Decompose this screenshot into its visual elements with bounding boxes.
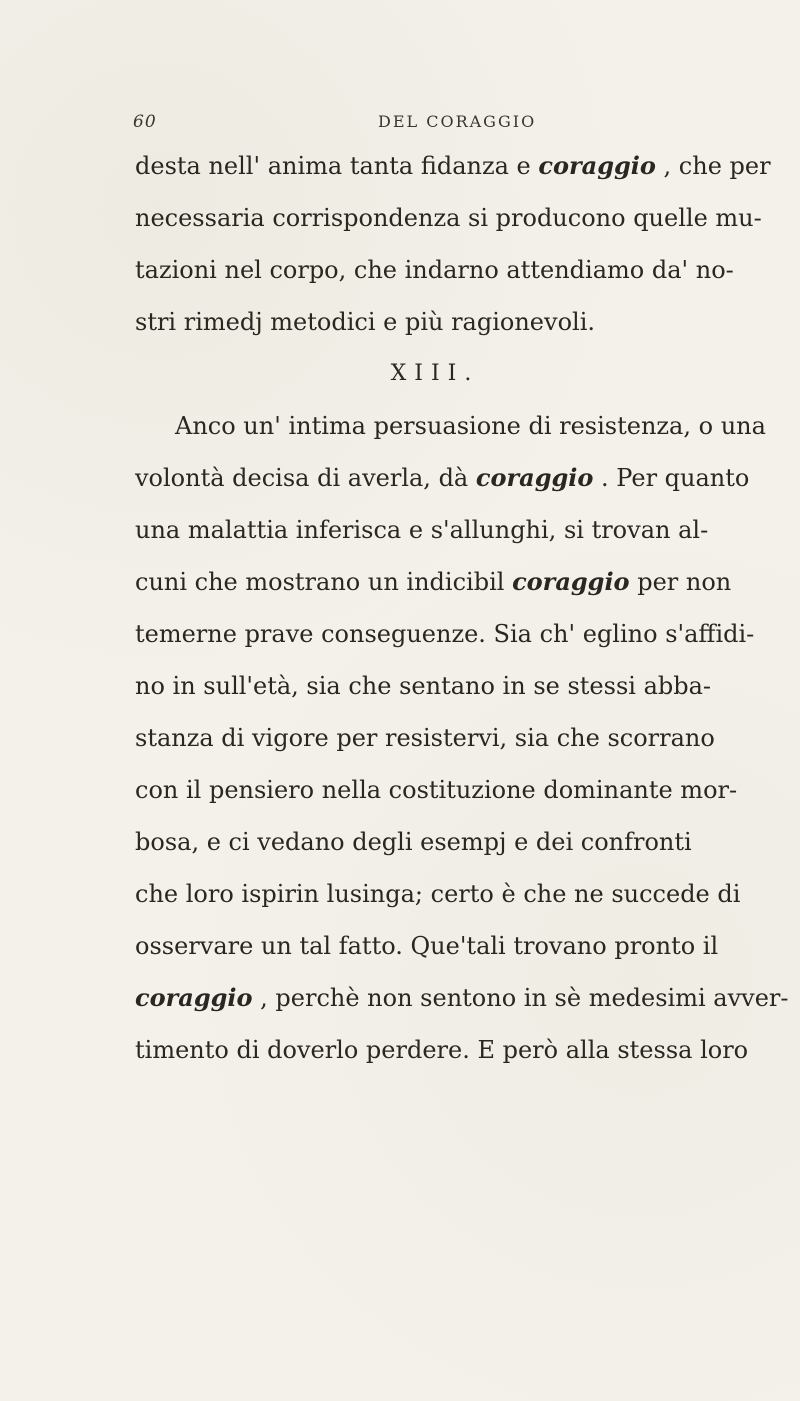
emphasis-word: coraggio <box>135 983 253 1012</box>
text-segment: cuni che mostrano un indicibil <box>135 568 513 596</box>
text-line: che loro ispirin lusinga; certo è che ne succede di <box>135 880 741 908</box>
text-line: stri rimedj metodici e più ragionevoli. <box>135 308 595 336</box>
section-heading: XIII. <box>390 361 480 386</box>
text-line: no in sull'età, sia che sentano in se stessi abba- <box>135 672 712 700</box>
text-line: timento di doverlo perdere. E però alla stessa loro <box>135 1036 749 1064</box>
text-line <box>135 140 771 192</box>
text-segment: volontà decisa di averla, dà <box>135 464 476 492</box>
text-line: necessaria corrispondenza si producono quelle mu- <box>135 204 762 232</box>
main-text <box>135 140 789 1076</box>
text-line: tazioni nel corpo, che indarno attendiamo da' no- <box>135 256 734 284</box>
text-segment: . Per quanto <box>601 464 750 492</box>
emphasis-word: coraggio <box>538 151 656 180</box>
text-line: una malattia inferisca e s'allunghi, si trovan al- <box>135 516 709 544</box>
text-line: temerne prave conseguenze. Sia ch' eglino s'affidi- <box>135 620 755 648</box>
text-line: stanza di vigore per resistervi, sia che scorrano <box>135 724 715 752</box>
text-line <box>135 452 750 504</box>
page-number: 60 <box>133 112 157 132</box>
text-line: osservare un tal fatto. Que'tali trovano pronto il <box>135 932 719 960</box>
text-segment: desta nell' anima tanta fidanza e <box>135 152 539 180</box>
text-line <box>135 972 789 1024</box>
text-segment: per non <box>637 568 732 596</box>
text-segment: , perchè non sentono in sè medesimi avver- <box>260 984 789 1012</box>
text-line: con il pensiero nella costituzione dominante mor- <box>135 776 738 804</box>
running-title: DEL CORAGGIO <box>378 112 537 131</box>
text-line: Anco un' intima persuasione di resistenza, o una <box>175 412 766 440</box>
emphasis-word: coraggio <box>512 567 630 596</box>
text-line: bosa, e ci vedano degli esempj e dei confronti <box>135 828 692 856</box>
running-head <box>133 112 693 136</box>
emphasis-word: coraggio <box>475 463 594 492</box>
text-segment: , che per <box>663 152 771 180</box>
text-line <box>135 556 735 608</box>
